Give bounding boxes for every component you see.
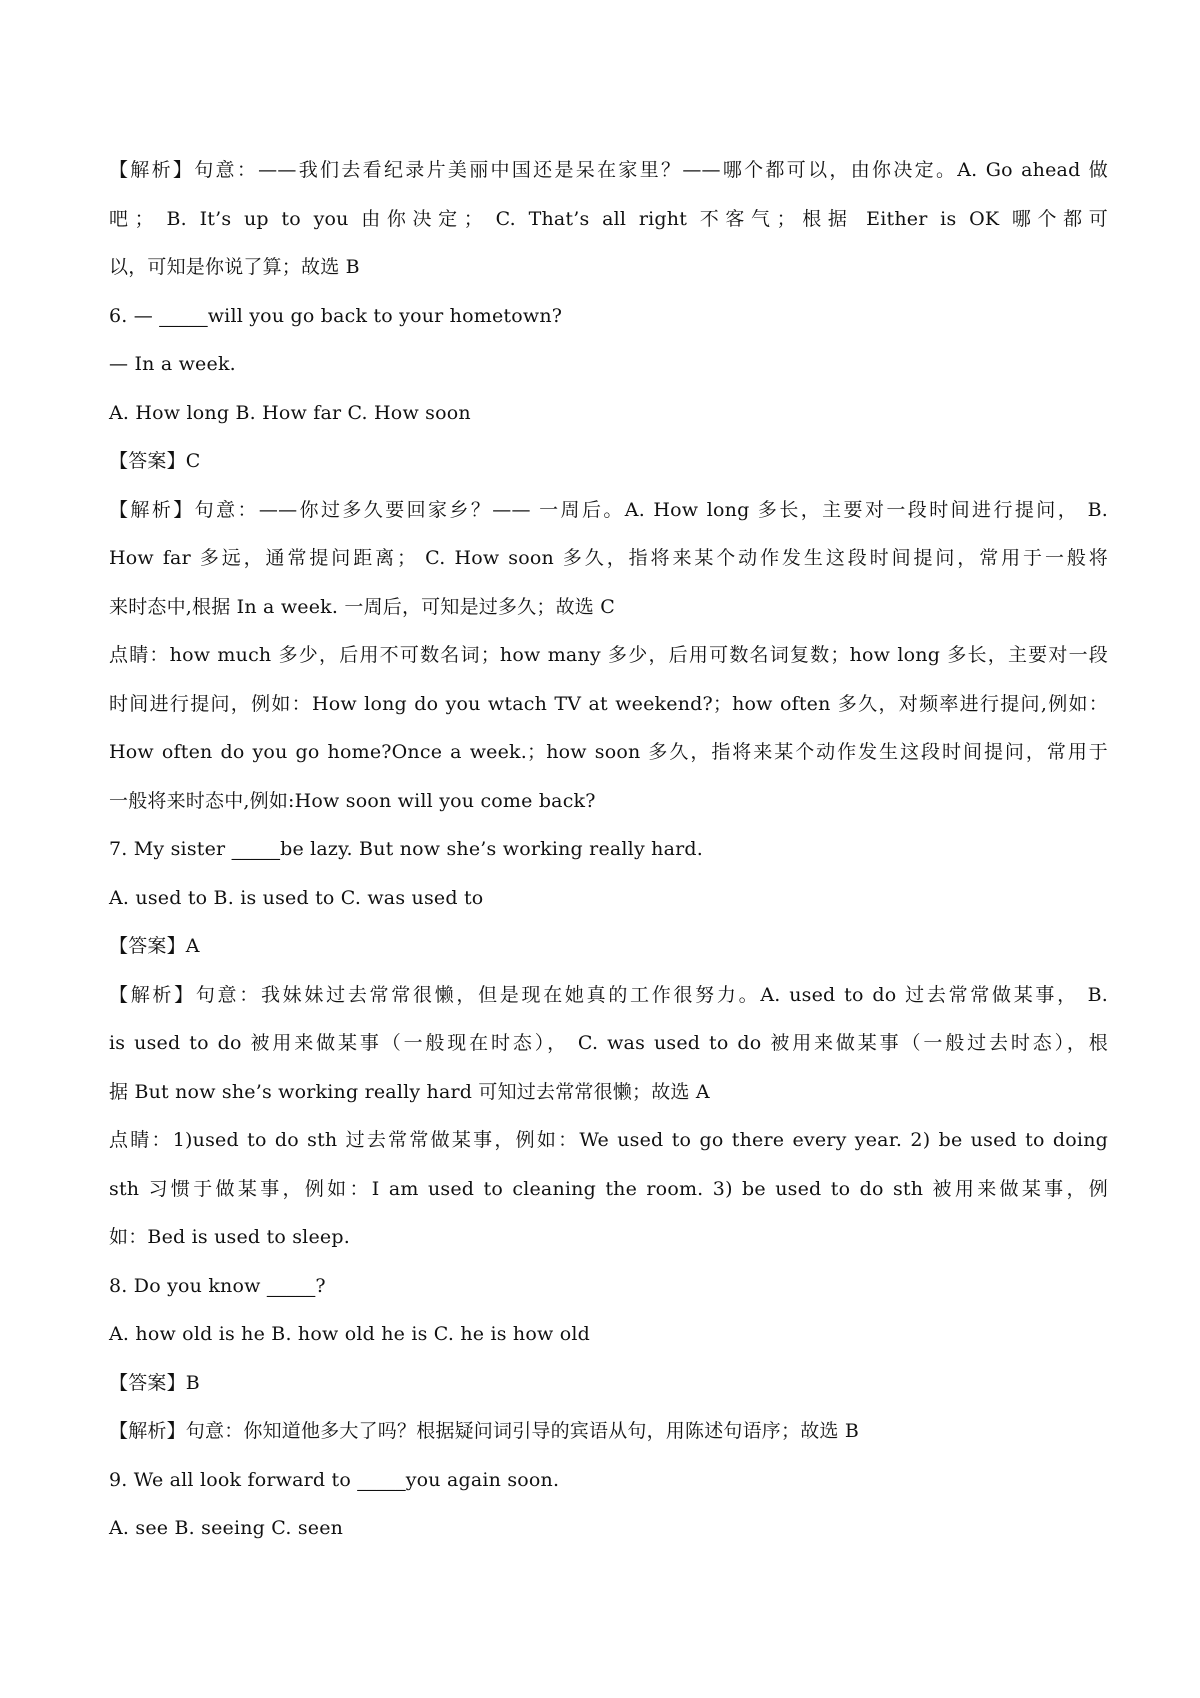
question-6-options: A. How long B. How far C. How soon	[109, 401, 471, 424]
text-line: 一般将来时态中,例如:How soon will you come back?	[109, 789, 596, 812]
text-line: 如：Bed is used to sleep.	[109, 1226, 350, 1248]
answer-blank: _____	[266, 1274, 316, 1297]
text-line: 来时态中,根据 In a week. 一周后，可知是过多久；故选 C	[109, 595, 615, 618]
answer-blank: _____	[159, 304, 208, 327]
answer-blank: _____	[357, 1468, 406, 1491]
question-8-options: A. how old is he B. how old he is C. he is how old	[109, 1323, 590, 1345]
text-line: 以，可知是你说了算；故选 B	[109, 256, 360, 278]
question-7-answer: 【答案】A	[109, 935, 200, 957]
text-line: 点睛：1)used to do sth 过去常常做某事，例如：We used to go there every year. 2) be used to doing	[109, 1129, 1108, 1151]
text-line: 【解析】句意：——我们去看纪录片美丽中国还是呆在家里？——哪个都可以，由你决定。A. Go ahead 做	[109, 159, 1108, 181]
question-6-answer: 【答案】C	[109, 450, 201, 472]
question-9-stem: 9. We all look forward to _____you again soon.	[109, 1468, 560, 1491]
question-9-options: A. see B. seeing C. seen	[109, 1517, 344, 1539]
text-line: sth 习惯于做某事，例如：I am used to cleaning the room. 3) be used to do sth 被用来做某事，例	[109, 1177, 1108, 1200]
text-line: 吧； B. It’s up to you 由你决定； C. That’s all right 不客气；根据 Either is OK 哪个都可	[109, 207, 1108, 230]
text-line: is used to do 被用来做某事（一般现在时态）， C. was used to do 被用来做某事（一般过去时态），根	[109, 1032, 1108, 1054]
text-line: 【解析】句意：我妹妹过去常常很懒，但是现在她真的工作很努力。A. used to do 过去常常做某事， B.	[109, 983, 1108, 1006]
text-line: How often do you go home?Once a week.；how soon 多久，指将来某个动作发生这段时间提问，常用于	[109, 741, 1108, 763]
question-8-answer: 【答案】B	[109, 1371, 200, 1394]
text-line: How far 多远，通常提问距离； C. How soon 多久，指将来某个动作发生这段时间提问，常用于一般将	[109, 547, 1108, 569]
question-6-reply: — In a week.	[109, 353, 236, 375]
question-7-options: A. used to B. is used to C. was used to	[109, 886, 484, 909]
text-line: 点睛：how much 多少，后用不可数名词；how many 多少，后用可数名词复数；how long 多长，主要对一段	[109, 644, 1108, 666]
text-line: 【解析】句意：你知道他多大了吗？根据疑问词引导的宾语从句，用陈述句语序；故选 B	[109, 1420, 860, 1442]
question-8-stem: 8. Do you know _____?	[109, 1274, 326, 1297]
question-6-stem: 6. — _____will you go back to your hometown?	[109, 304, 563, 327]
text-line: 据 But now she’s working really hard 可知过去常常很懒；故选 A	[109, 1080, 710, 1103]
question-7-stem: 7. My sister _____be lazy. But now she’s working really hard.	[109, 838, 703, 860]
text-line: 【解析】句意：——你过多久要回家乡？—— 一周后。A. How long 多长，主要对一段时间进行提问， B.	[109, 498, 1108, 521]
text-line: 时间进行提问，例如：How long do you wtach TV at weekend?；how often 多久，对频率进行提问,例如：	[109, 692, 1108, 715]
answer-blank: _____	[231, 838, 281, 860]
